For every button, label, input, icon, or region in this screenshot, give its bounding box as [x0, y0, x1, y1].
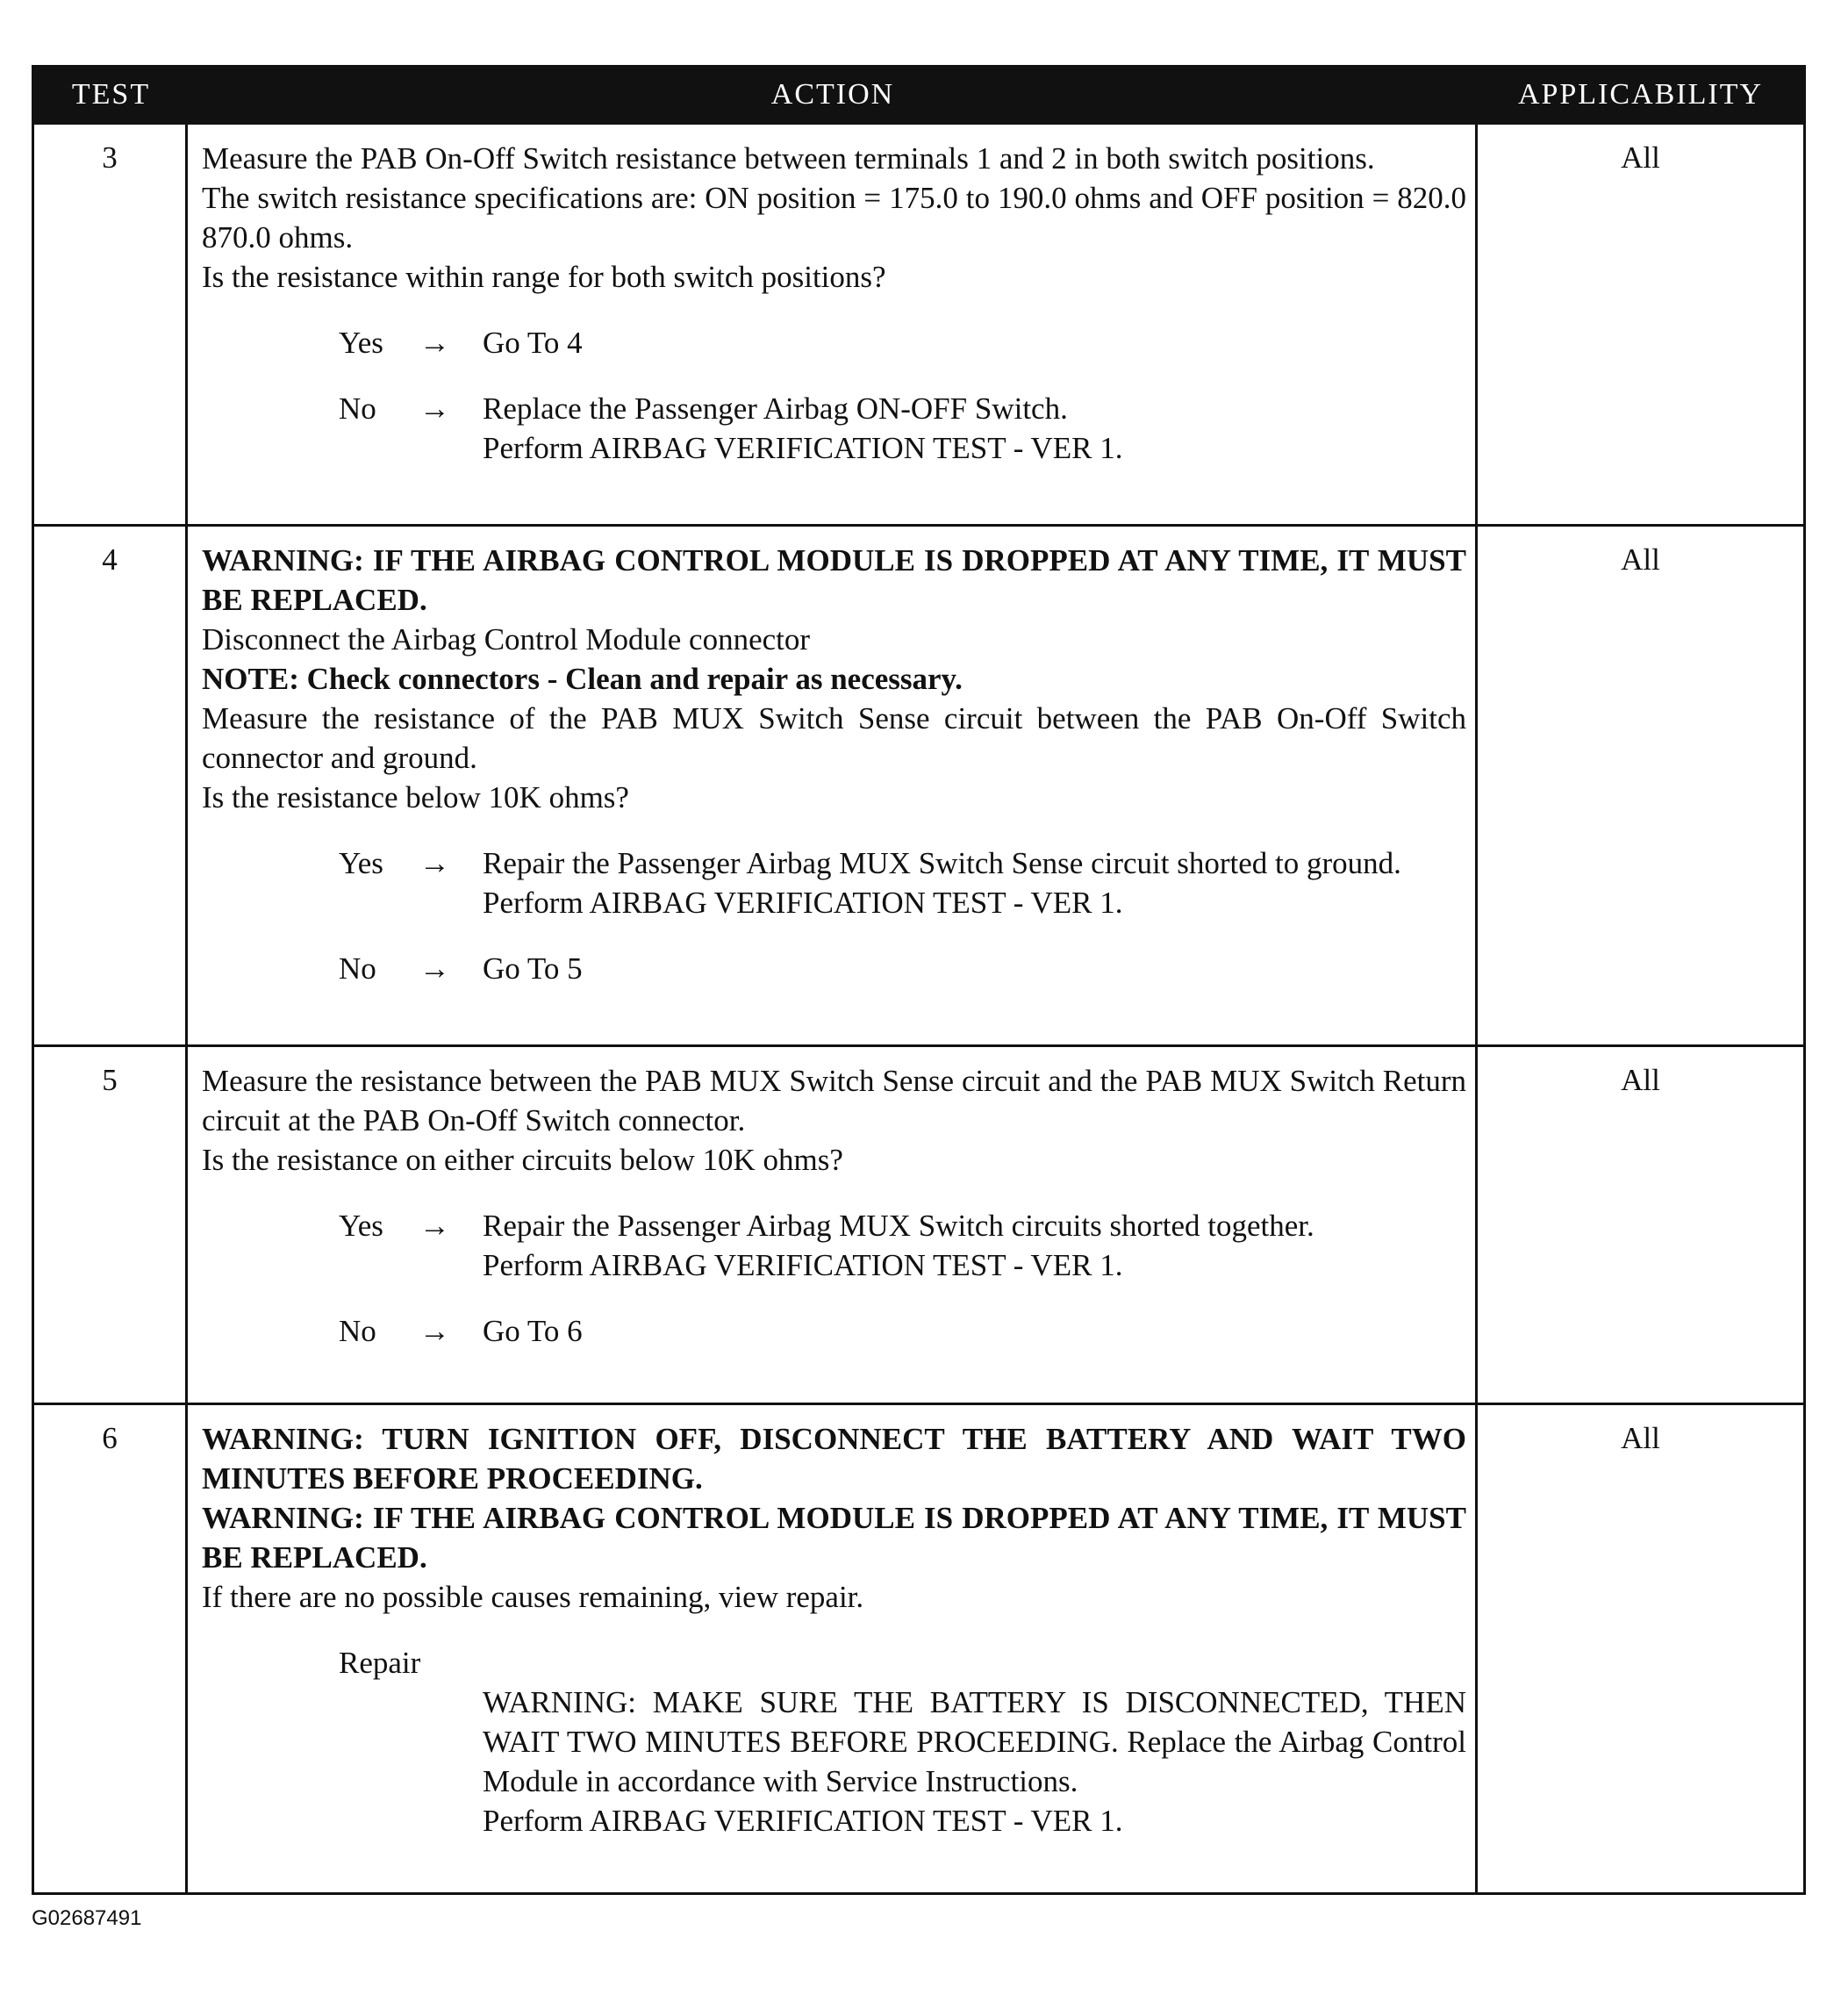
note-text: NOTE: Check connectors - Clean and repair as necessary.	[202, 662, 963, 696]
table-row-test-6	[34, 1403, 1803, 1892]
repair-text: WARNING: MAKE SURE THE BATTERY IS DISCONNECTED, THEN WAIT TWO MINUTES BEFORE PROCEEDING. Replace the Airbag Control Module in accordance with Service Instructions.	[483, 1685, 1466, 1798]
result-text: Perform AIRBAG VERIFICATION TEST - VER 1.	[483, 431, 1123, 465]
result-text: Perform AIRBAG VERIFICATION TEST - VER 1.	[483, 1248, 1123, 1282]
table-row-test-3	[34, 122, 1803, 524]
action-text: The switch resistance specifications are: ON position = 175.0 to 190.0 ohms and OFF position = 820.0 870.0 ohms.	[202, 181, 1466, 255]
result-text: Go To 4	[483, 326, 583, 360]
action-text: Measure the resistance between the PAB MUX Switch Sense circuit and the PAB MUX Switch Return circuit at the PAB On-Off Switch connector.	[202, 1064, 1466, 1137]
test-number: 4	[34, 527, 188, 1044]
no-option	[202, 389, 1466, 468]
no-label: No	[339, 1314, 376, 1348]
test-number: 3	[34, 125, 188, 524]
action-cell	[188, 527, 1478, 1044]
no-label: No	[339, 951, 376, 986]
result-text: Replace the Passenger Airbag ON-OFF Switch.	[483, 391, 1068, 426]
warning-text: WARNING: TURN IGNITION OFF, DISCONNECT THE BATTERY AND WAIT TWO MINUTES BEFORE PROCEEDING.	[202, 1422, 1466, 1496]
action-text: Disconnect the Airbag Control Module connector	[202, 622, 811, 657]
arrow-icon: →	[419, 326, 450, 360]
action-cell	[188, 1405, 1478, 1892]
action-text: Measure the resistance of the PAB MUX Switch Sense circuit between the PAB On-Off Switch connector and ground.	[202, 701, 1466, 775]
table-row-test-4	[34, 524, 1803, 1044]
action-cell	[188, 125, 1478, 524]
yes-label: Yes	[339, 1209, 383, 1243]
result-text: Perform AIRBAG VERIFICATION TEST - VER 1.	[483, 886, 1123, 920]
applicability-value: All	[1621, 1063, 1660, 1097]
test-number: 5	[34, 1047, 188, 1403]
warning-text: WARNING: IF THE AIRBAG CONTROL MODULE IS DROPPED AT ANY TIME, IT MUST BE REPLACED.	[202, 1501, 1466, 1575]
arrow-icon: →	[419, 951, 450, 986]
no-option	[202, 1311, 1466, 1351]
yes-label: Yes	[339, 846, 383, 880]
arrow-icon: →	[419, 1209, 450, 1243]
result-text: Repair the Passenger Airbag MUX Switch circuits shorted together.	[483, 1209, 1314, 1243]
yes-option	[202, 323, 1466, 362]
figure-code: G02687491	[32, 1906, 142, 1930]
diagnostic-table	[32, 65, 1806, 1895]
applicability-value: All	[1621, 140, 1660, 175]
table-row-test-5	[34, 1044, 1803, 1403]
action-text: Measure the PAB On-Off Switch resistance between terminals 1 and 2 in both switch positions.	[202, 141, 1375, 176]
result-text: Go To 5	[483, 951, 583, 986]
arrow-icon: →	[419, 1314, 450, 1348]
action-text: If there are no possible causes remaining, view repair.	[202, 1580, 864, 1614]
no-option	[202, 949, 1466, 988]
header-applicability: APPLICABILITY	[1517, 78, 1764, 111]
warning-text: WARNING: IF THE AIRBAG CONTROL MODULE IS DROPPED AT ANY TIME, IT MUST BE REPLACED.	[202, 543, 1466, 617]
no-label: No	[339, 391, 376, 426]
arrow-icon: →	[419, 391, 450, 426]
action-text: Is the resistance within range for both switch positions?	[202, 260, 886, 294]
action-cell	[188, 1047, 1478, 1403]
test-number: 6	[34, 1405, 188, 1892]
action-text: Is the resistance on either circuits below 10K ohms?	[202, 1143, 843, 1177]
result-text: Repair the Passenger Airbag MUX Switch Sense circuit shorted to ground.	[483, 846, 1401, 880]
result-text: Go To 6	[483, 1314, 583, 1348]
repair-verify-text: Perform AIRBAG VERIFICATION TEST - VER 1.	[483, 1804, 1123, 1838]
yes-option	[202, 843, 1466, 922]
header-test: TEST	[71, 78, 151, 111]
arrow-icon: →	[419, 846, 450, 880]
repair-label: Repair	[339, 1646, 421, 1680]
action-text: Is the resistance below 10K ohms?	[202, 780, 629, 814]
applicability-value: All	[1621, 1421, 1660, 1455]
yes-label: Yes	[339, 326, 383, 360]
header-action: ACTION	[770, 78, 895, 111]
yes-option	[202, 1206, 1466, 1285]
table-header	[34, 68, 1803, 122]
applicability-value: All	[1621, 542, 1660, 577]
